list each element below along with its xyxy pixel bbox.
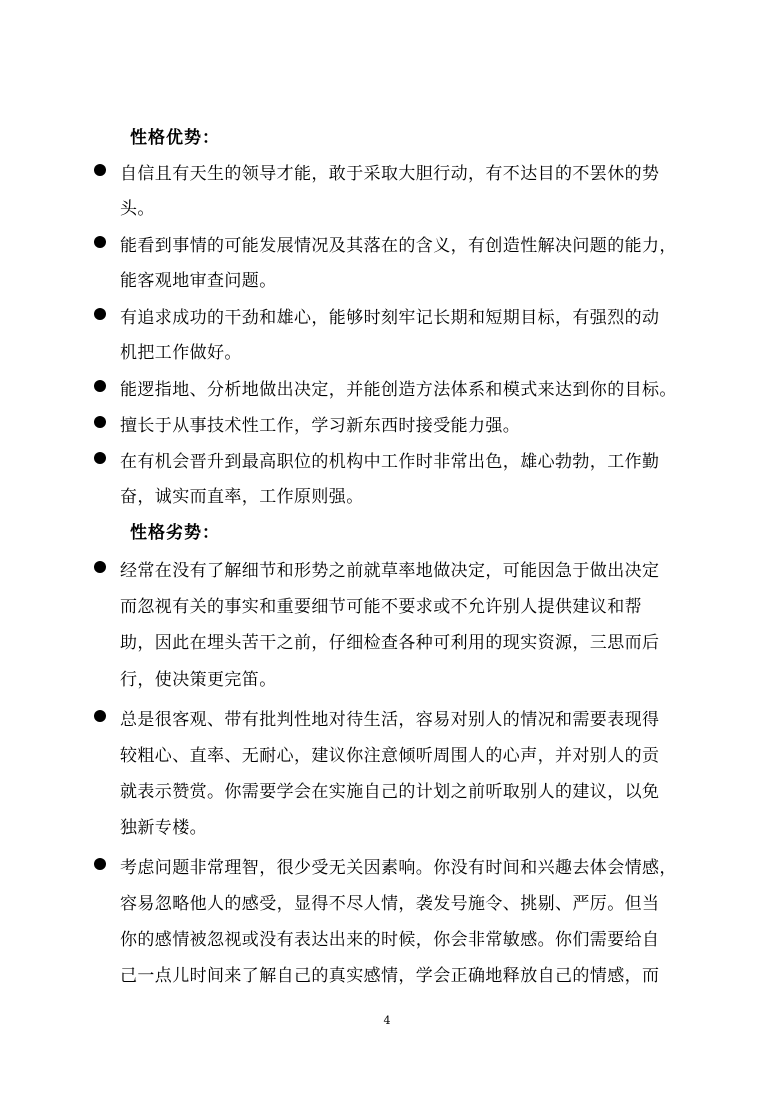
strength-item-5-line-1: 擅长于从事技术性工作，学习新东西时接受能力强。 [120, 416, 521, 436]
page-number: 4 [383, 1014, 391, 1027]
strength-item-3-line-1: 有追求成功的干劲和雄心，能够时刻牢记长期和短期目标，有强烈的动 [120, 308, 660, 328]
strength-item-3-line-2: 机把工作做好。 [120, 343, 242, 363]
weakness-item-1-line-4: 行，使决策更完笛。 [120, 670, 277, 690]
weakness-item-1-line-1: 经常在没有了解细节和形势之前就草率地做决定，可能因急于做出决定 [120, 561, 660, 581]
bullet-icon [94, 308, 106, 320]
strength-item-2-line-2: 能客观地审查问题。 [120, 271, 277, 291]
bullet-icon [94, 236, 106, 248]
weakness-item-2-line-2: 较粗心、直率、无耐心，建议你注意倾听周围人的心声，并对别人的贡 [120, 746, 660, 766]
weaknesses-heading: 性格劣势： [130, 523, 220, 543]
strength-item-4-line-1: 能逻指地、分析地做出决定，并能创造方法体系和模式来达到你的目标。 [120, 380, 677, 400]
bullet-icon [94, 452, 106, 464]
bullet-icon [94, 380, 106, 392]
strength-item-6-line-1: 在有机会晋升到最高职位的机构中工作时非常出色，雄心勃勃，工作勤 [120, 452, 660, 472]
strengths-heading: 性格优势： [130, 128, 220, 148]
weakness-item-3-line-3: 你的感情被忽视或没有表达出来的时候，你会非常敏感。你们需要给自 [120, 930, 660, 950]
weakness-item-3-line-4: 己一点儿时间来了解自己的真实感情，学会正确地释放自己的情感，而 [120, 966, 660, 986]
bullet-icon [94, 710, 106, 722]
bullet-icon [94, 858, 106, 870]
bullet-icon [94, 416, 106, 428]
weakness-item-1-line-2: 而忽视有关的事实和重要细节可能不要求或不允许别人提供建议和帮 [120, 597, 642, 617]
weakness-item-3-line-1: 考虑问题非常理智，很少受无关因素响。你没有时间和兴趣去体会情感， [120, 858, 677, 878]
bullet-icon [94, 561, 106, 573]
strength-item-1-line-1: 自信且有天生的领导才能，敢于采取大胆行动，有不达目的不罢休的势 [120, 164, 660, 184]
strength-item-2-line-1: 能看到事情的可能发展情况及其落在的含义，有创造性解决问题的能力， [120, 236, 677, 256]
weakness-item-1-line-3: 助，因此在埋头苦干之前，仔细检查各种可利用的现实资源，三思而后 [120, 633, 660, 653]
strength-item-6-line-2: 奋，诚实而直率，工作原则强。 [120, 487, 364, 507]
strength-item-1-line-2: 头。 [120, 199, 155, 219]
weakness-item-2-line-4: 独新专楼。 [120, 818, 207, 838]
weakness-item-2-line-3: 就表示赞赏。你需要学会在实施自己的计划之前听取别人的建议，以免 [120, 782, 660, 802]
weakness-item-3-line-2: 容易忽略他人的感受，显得不尽人情，袭发号施令、挑剔、严厉。但当 [120, 894, 660, 914]
bullet-icon [94, 164, 106, 176]
weakness-item-2-line-1: 总是很客观、带有批判性地对待生活，容易对别人的情况和需要表现得 [120, 710, 660, 730]
